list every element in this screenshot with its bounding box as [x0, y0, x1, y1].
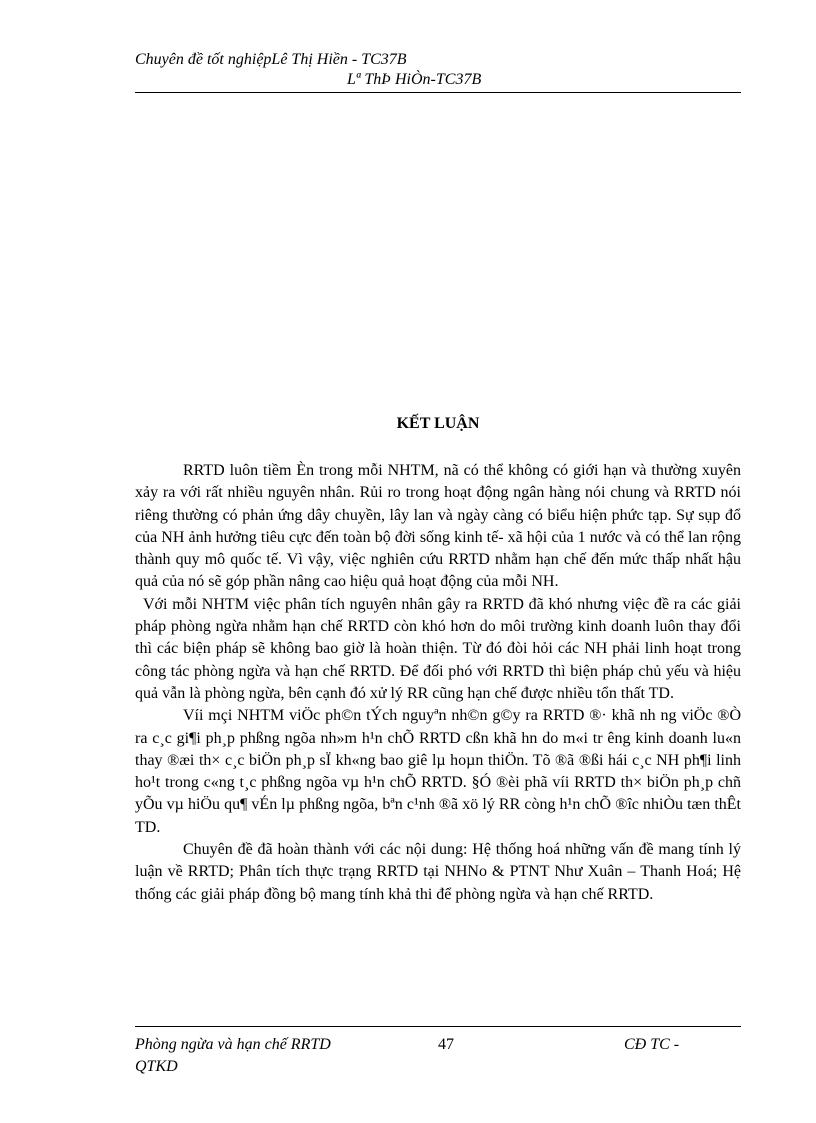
footer-divider [135, 1026, 741, 1027]
header-line-1: Chuyên đề tốt nghiệpLê Thị Hiền - TC37B [135, 51, 407, 68]
body-text [135, 460, 741, 906]
page-number: 47 [438, 1036, 454, 1053]
paragraph-3: Víi mçi NHTM viÖc ph©n tÝch nguyªn nh©n g©y ra RRTD ®· khã nh ng viÖc ®Ò ra c¸c gi¶i ph¸p phßng ngõa nh»m h¹n chÕ RRTD cßn khã hn do m«i tr êng kinh doanh lu«n thay ®æi th× c¸c biÖn ph¸p sÏ kh«ng bao giê lµ hoµn thiÖn. Tõ ®ã ®ßi hái c¸c NH ph¶i linh ho¹t trong c«ng t¸c phßng ngõa vµ h¹n chÕ RRTD. §Ó ®èi phã víi RRTD th× biÖn ph¸p chñ yÕu vµ hiÖu qu¶ vÉn lµ phßng ngõa, bªn c¹nh ®ã xö lý RR còng h¹n chÕ ®îc nhiÒu tæn thÊt TD. [135, 707, 741, 836]
header-divider [135, 92, 741, 93]
section-title: KẾT LUẬN [396, 415, 480, 432]
paragraph-4: Chuyên đề đã hoàn thành với các nội dung: Hệ thống hoá những vấn đề mang tính lý luận về RRTD; Phân tích thực trạng RRTD tại NHNo & PTNT Như Xuân – Thanh Hoá; Hệ thống các giải pháp đồng bộ mang tính khả thi để phòng ngừa và hạn chế RRTD. [135, 841, 741, 903]
footer-title: Phòng ngừa và hạn chế RRTD [135, 1036, 331, 1053]
footer-title-line-2: QTKD [135, 1058, 178, 1075]
header-line-2: Lª ThÞ HiÒn-TC37B [347, 71, 482, 88]
paragraph-1: RRTD luôn tiềm Èn trong mỗi NHTM, nã có thể không có giới hạn và thường xuyên xảy ra với rất nhiều nguyên nhân. Rủi ro trong hoạt động ngân hàng nói chung và RRTD nói riêng thường có phản ứng dây chuyền, lây lan và ngày càng có biểu hiện phức tạp. Sự sụp đổ của NH ảnh hưởng tiêu cực đến toàn bộ đời sống kinh tế- xã hội của 1 nước và có thể lan rộng thành quy mô quốc tế. Vì vậy, việc nghiên cứu RRTD nhằm hạn chế đến mức thấp nhất hậu quả của nó sẽ góp phần nâng cao hiệu quả hoạt động của mỗi NH. [135, 462, 741, 591]
footer-course: CĐ TC - [624, 1036, 680, 1053]
paragraph-2: Với mỗi NHTM việc phân tích nguyên nhân gây ra RRTD đã khó nhưng việc đề ra các giải pháp phòng ngừa nhằm hạn chế RRTD còn khó hơn do môi trường kinh doanh luôn thay đổi thì các biện pháp sẽ không bao giờ là hoàn thiện. Từ đó đòi hỏi các NH phải linh hoạt trong công tác phòng ngừa và hạn chế RRTD. Để đối phó với RRTD thì biện pháp chủ yếu và hiệu quả vẫn là phòng ngừa, bên cạnh đó xử lý RR cũng hạn chế được nhiều tổn thất TD. [135, 595, 741, 702]
page-header [135, 50, 741, 90]
